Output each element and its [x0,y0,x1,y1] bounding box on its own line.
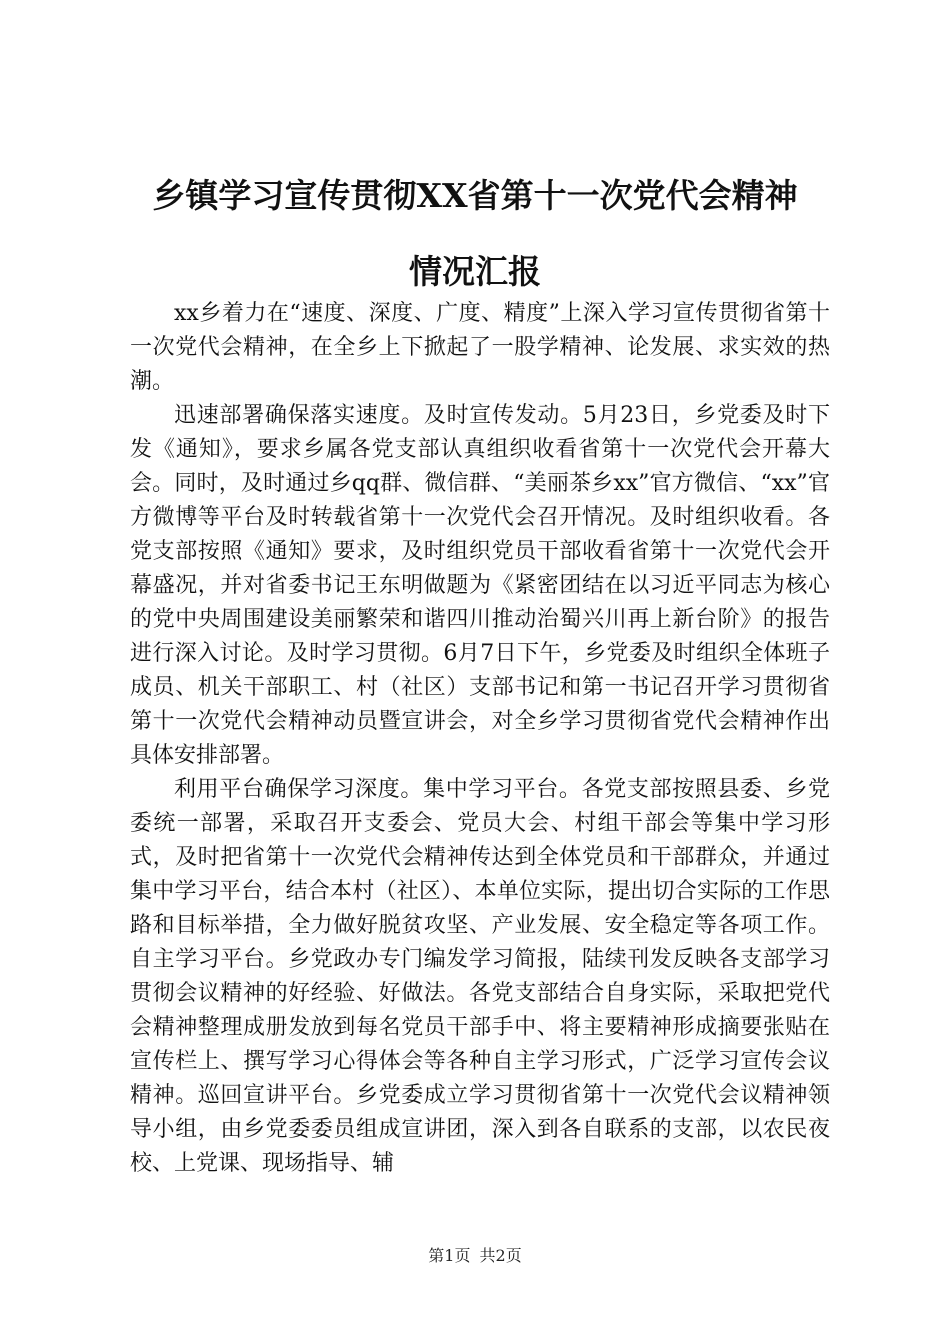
title-line-1: 乡镇学习宣传贯彻XX省第十一次党代会精神 [152,176,798,215]
title-line-2: 情况汇报 [409,252,541,291]
page-total: 共2页 [479,1246,522,1265]
page-footer [0,1243,950,1266]
paragraph-platforms: 利用平台确保学习深度。集中学习平台。各党支部按照县委、乡党委统一部署，采取召开支委会、党员大会、村组干部会等集中学习形式，及时把省第十一次党代会精神传达到全体党员和干部群众，并通过集中学习平台，结合本村（社区）、本单位实际，提出切合实际的工作思路和目标举措，全力做好脱贫攻坚、产业发展、安全稳定等各项工作。自主学习平台。乡党政办专门编发学习简报，陆续刊发反映各支部学习贯彻会议精神的好经验、好做法。各党支部结合自身实际，采取把党代会精神整理成册发放到每名党员干部手中、将主要精神形成摘要张贴在宣传栏上、撰写学习心得体会等各种自主学习形式，广泛学习宣传会议精神。巡回宣讲平台。乡党委成立学习贯彻省第十一次党代会议精神领导小组，由乡党委委员组成宣讲团，深入到各自联系的支部，以农民夜校、上党课、现场指导、辅 [130,777,830,1176]
paragraph-intro: xx乡着力在“速度、深度、广度、精度”上深入学习宣传贯彻省第十一次党代会精神，在全乡上下掀起了一股学精神、论发展、求实效的热潮。 [130,301,830,394]
paragraph-deployment: 迅速部署确保落实速度。及时宣传发动。5月23日，乡党委及时下发《通知》，要求乡属各党支部认真组织收看省第十一次党代会开幕大会。同时，及时通过乡qq群、微信群、“美丽茶乡xx”官方微信、“xx”官方微博等平台及时转载省第十一次党代会召开情况。及时组织收看。各党支部按照《通知》要求，及时组织党员干部收看省第十一次党代会开幕盛况，并对省委书记王东明做题为《紧密团结在以习近平同志为核心的党中央周围建设美丽繁荣和谐四川推动治蜀兴川再上新台阶》的报告进行深入讨论。及时学习贯彻。6月7日下午，乡党委及时组织全体班子成员、机关干部职工、村（社区）支部书记和第一书记召开学习贯彻省第十一次党代会精神动员暨宣讲会，对全乡学习贯彻省党代会精神作出具体安排部署。 [130,403,830,768]
document-body [130,297,830,1181]
page-number: 第1页 [428,1246,471,1265]
document-title [110,158,840,310]
